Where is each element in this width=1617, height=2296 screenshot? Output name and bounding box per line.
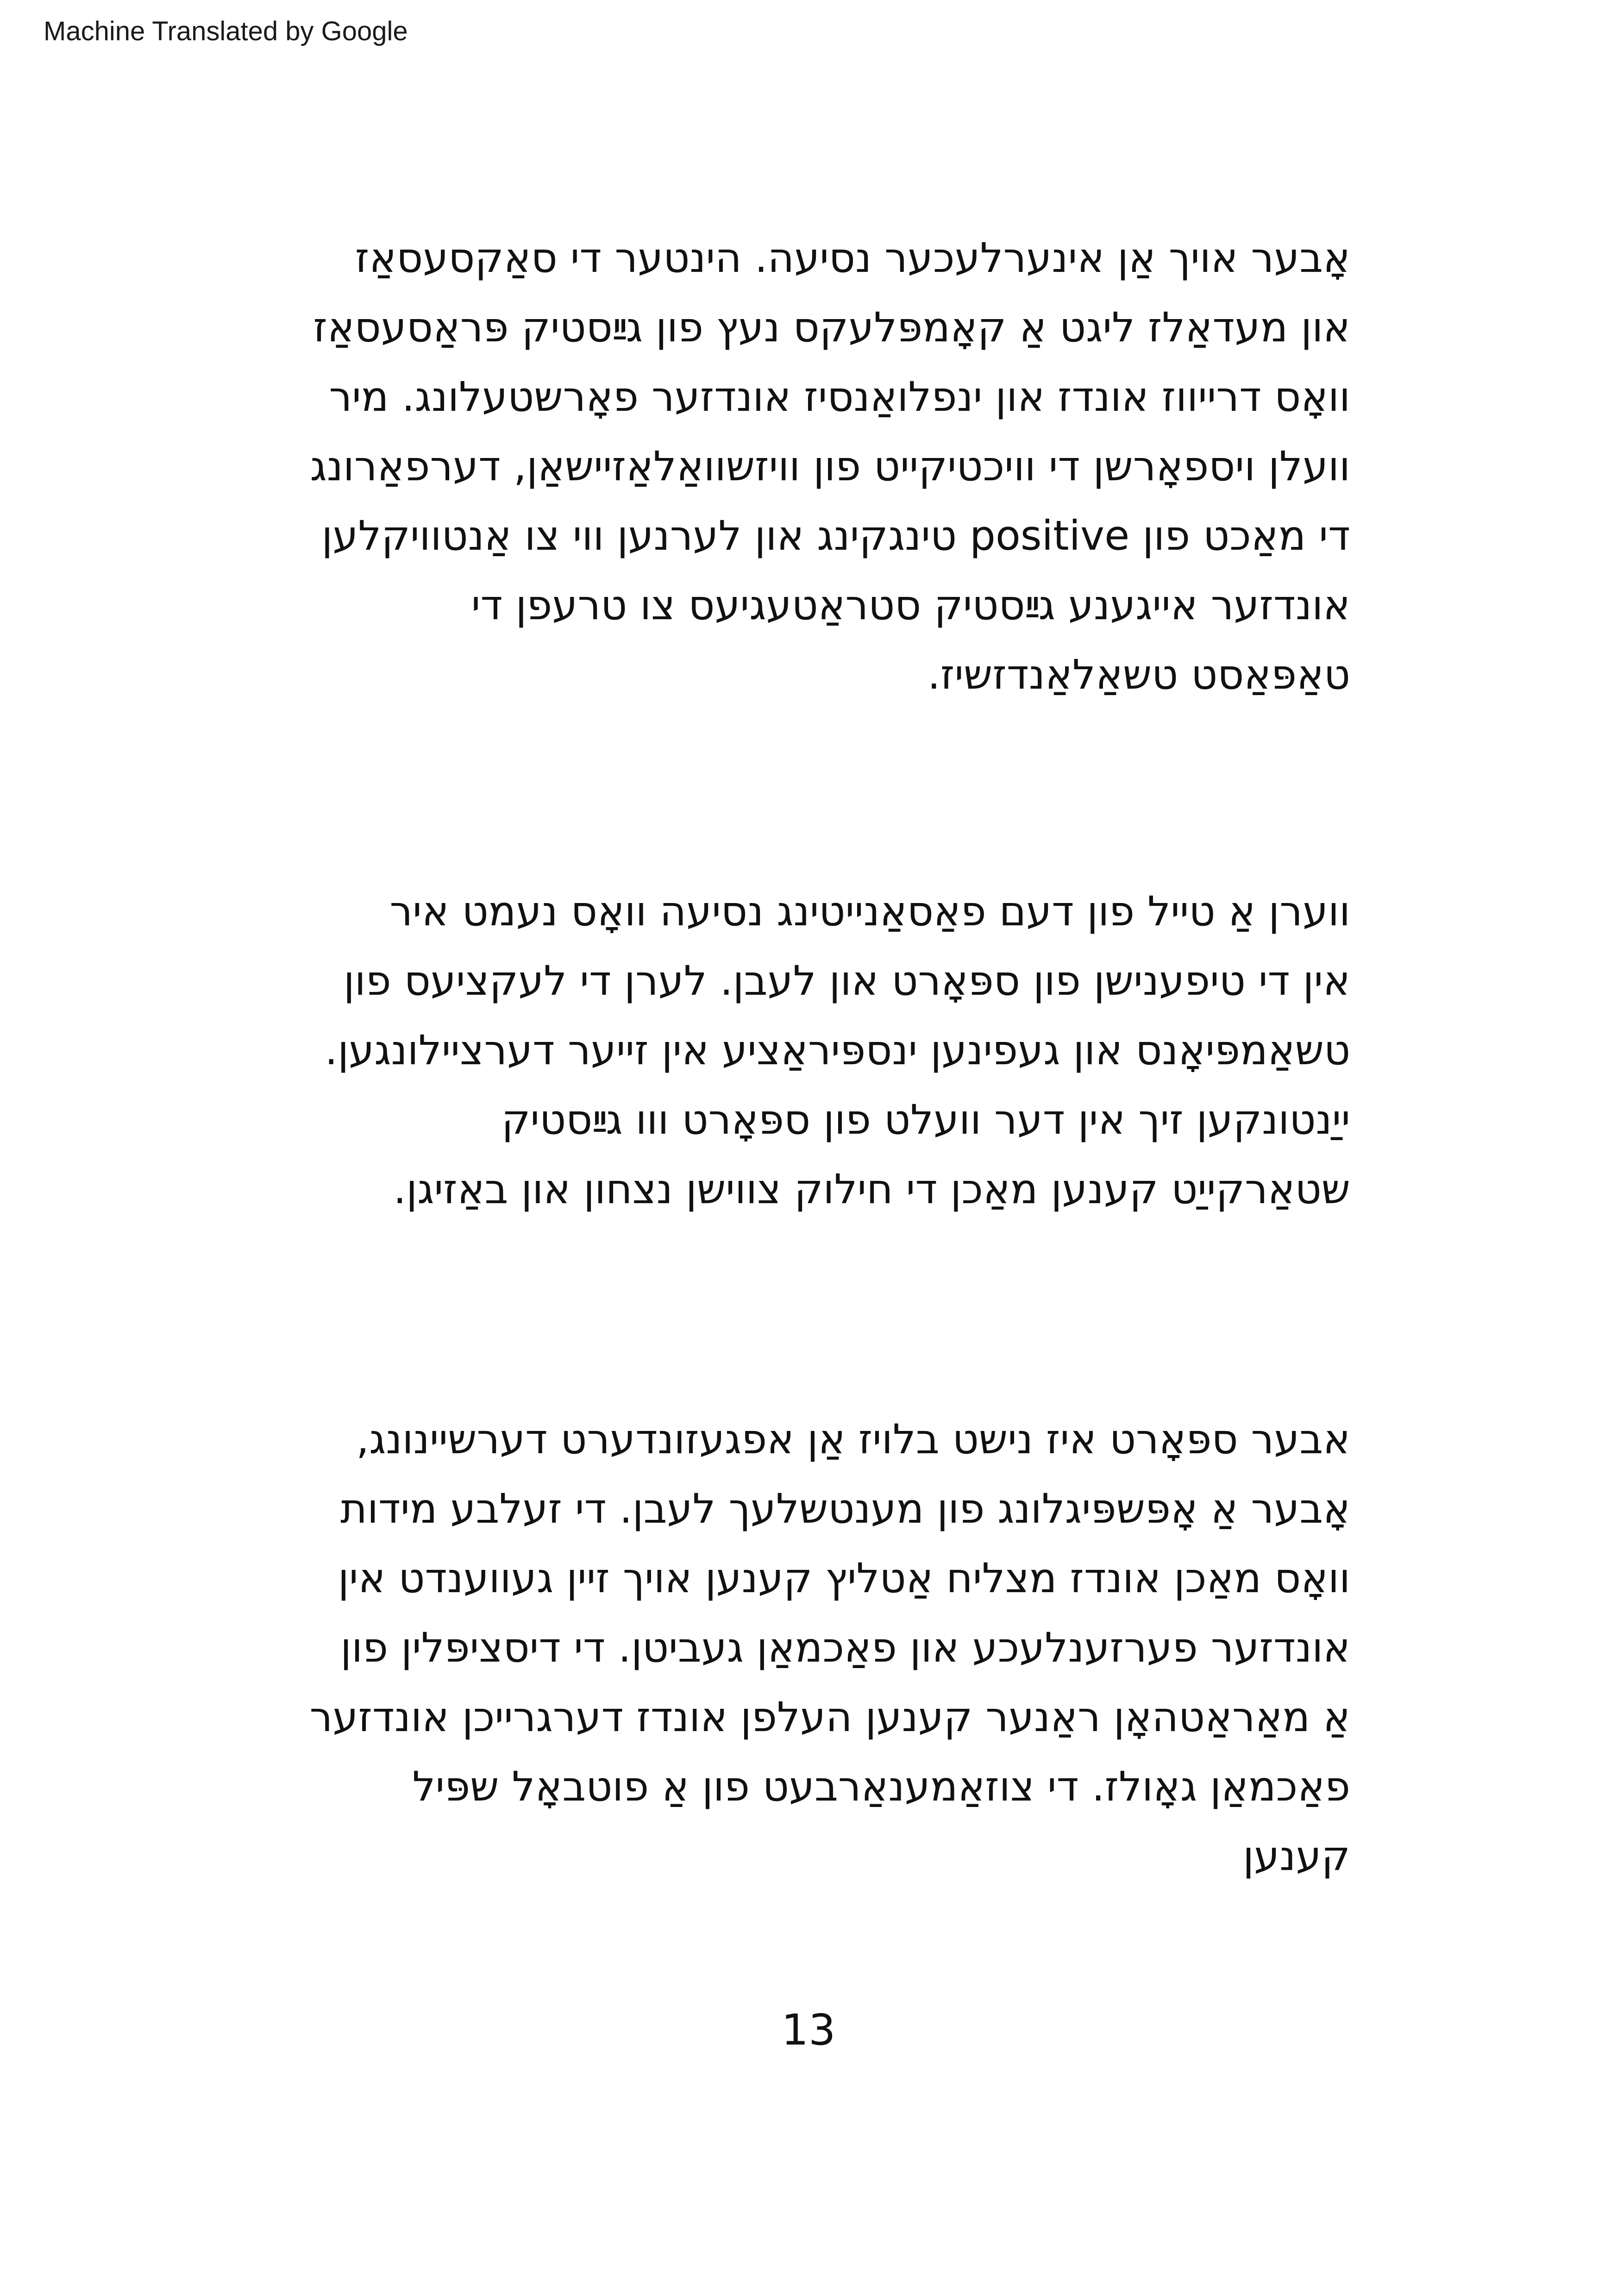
text-line: אונדזער פערזענלעכע און פאַכמאַן געביטן. די דיסציפּלין פון xyxy=(340,1624,1350,1671)
text-line: ווערן אַ טייל פון דעם פאַסאַנייטינג נסיעה וואָס נעמט איר xyxy=(389,887,1350,935)
text-line: אָבער אויך אַן אינערלעכער נסיעה. הינטער די סאַקסעסאַז xyxy=(355,234,1350,282)
text-line: פאַכמאַן גאָולז. די צוזאַמענאַרבעט פון אַ פוטבאָל שפּיל xyxy=(412,1763,1350,1810)
text-line: און מעדאַלז ליגט אַ קאָמפּלעקס נעץ פון גײַסטיק פּראַסעסאַז xyxy=(313,303,1350,351)
text-line: וואָס דרייווז אונדז און ינפלואַנסיז אונדזער פאָרשטעלונג. מיר xyxy=(329,373,1350,420)
text-line: אָבער אַ אָפּשפּיגלונג פון מענטשלעך לעבן. די זעלבע מידות xyxy=(340,1485,1350,1532)
paragraph xyxy=(193,1405,1350,1891)
text-line: אונדזער אייגענע גײַסטיק סטראַטעגיעס צו טרעפן די xyxy=(471,581,1350,629)
text-line: די מאַכט פון positive טינגקינג און לערנען ווי צו אַנטוויקלען xyxy=(321,512,1350,559)
text-line: וועלן ויספאָרשן די וויכטיקייט פון וויזשוואַלאַזיישאַן, דערפאַרונג xyxy=(310,442,1350,490)
paragraph xyxy=(193,877,1350,1224)
text-line: אַ מאַראַטהאָן ראַנער קענען העלפן אונדז דערגרייכן אונדזער xyxy=(309,1693,1350,1741)
text-line: אין די טיפענישן פון ספּאָרט און לעבן. לערן די לעקציעס פון xyxy=(343,957,1350,1004)
text-line: טאַפּאַסט טשאַלאַנדזשיז. xyxy=(927,651,1350,698)
text-line: אבער ספּאָרט איז נישט בלויז אַן אפגעזונדערט דערשיינונג, xyxy=(356,1415,1350,1463)
text-line: קענען xyxy=(1243,1832,1350,1880)
text-line: וואָס מאַכן אונדז מצליח אַטליץ קענען אויך זיין געווענדט אין xyxy=(338,1554,1350,1602)
machine-translated-label: Machine Translated by Google xyxy=(44,16,408,46)
text-line: ייַנטונקען זיך אין דער וועלט פון ספּאָרט ווו גײַסטיק xyxy=(501,1096,1350,1143)
text-line: שטאַרקייַט קענען מאַכן די חילוק צווישן נצחון און באַזיגן. xyxy=(393,1165,1350,1213)
text-line: טשאַמפּיאָנס און געפינען ינספּיראַציע אין זייער דערציילונגען. xyxy=(325,1026,1350,1074)
paragraph xyxy=(193,223,1350,709)
page-number: 13 xyxy=(781,2005,836,2055)
